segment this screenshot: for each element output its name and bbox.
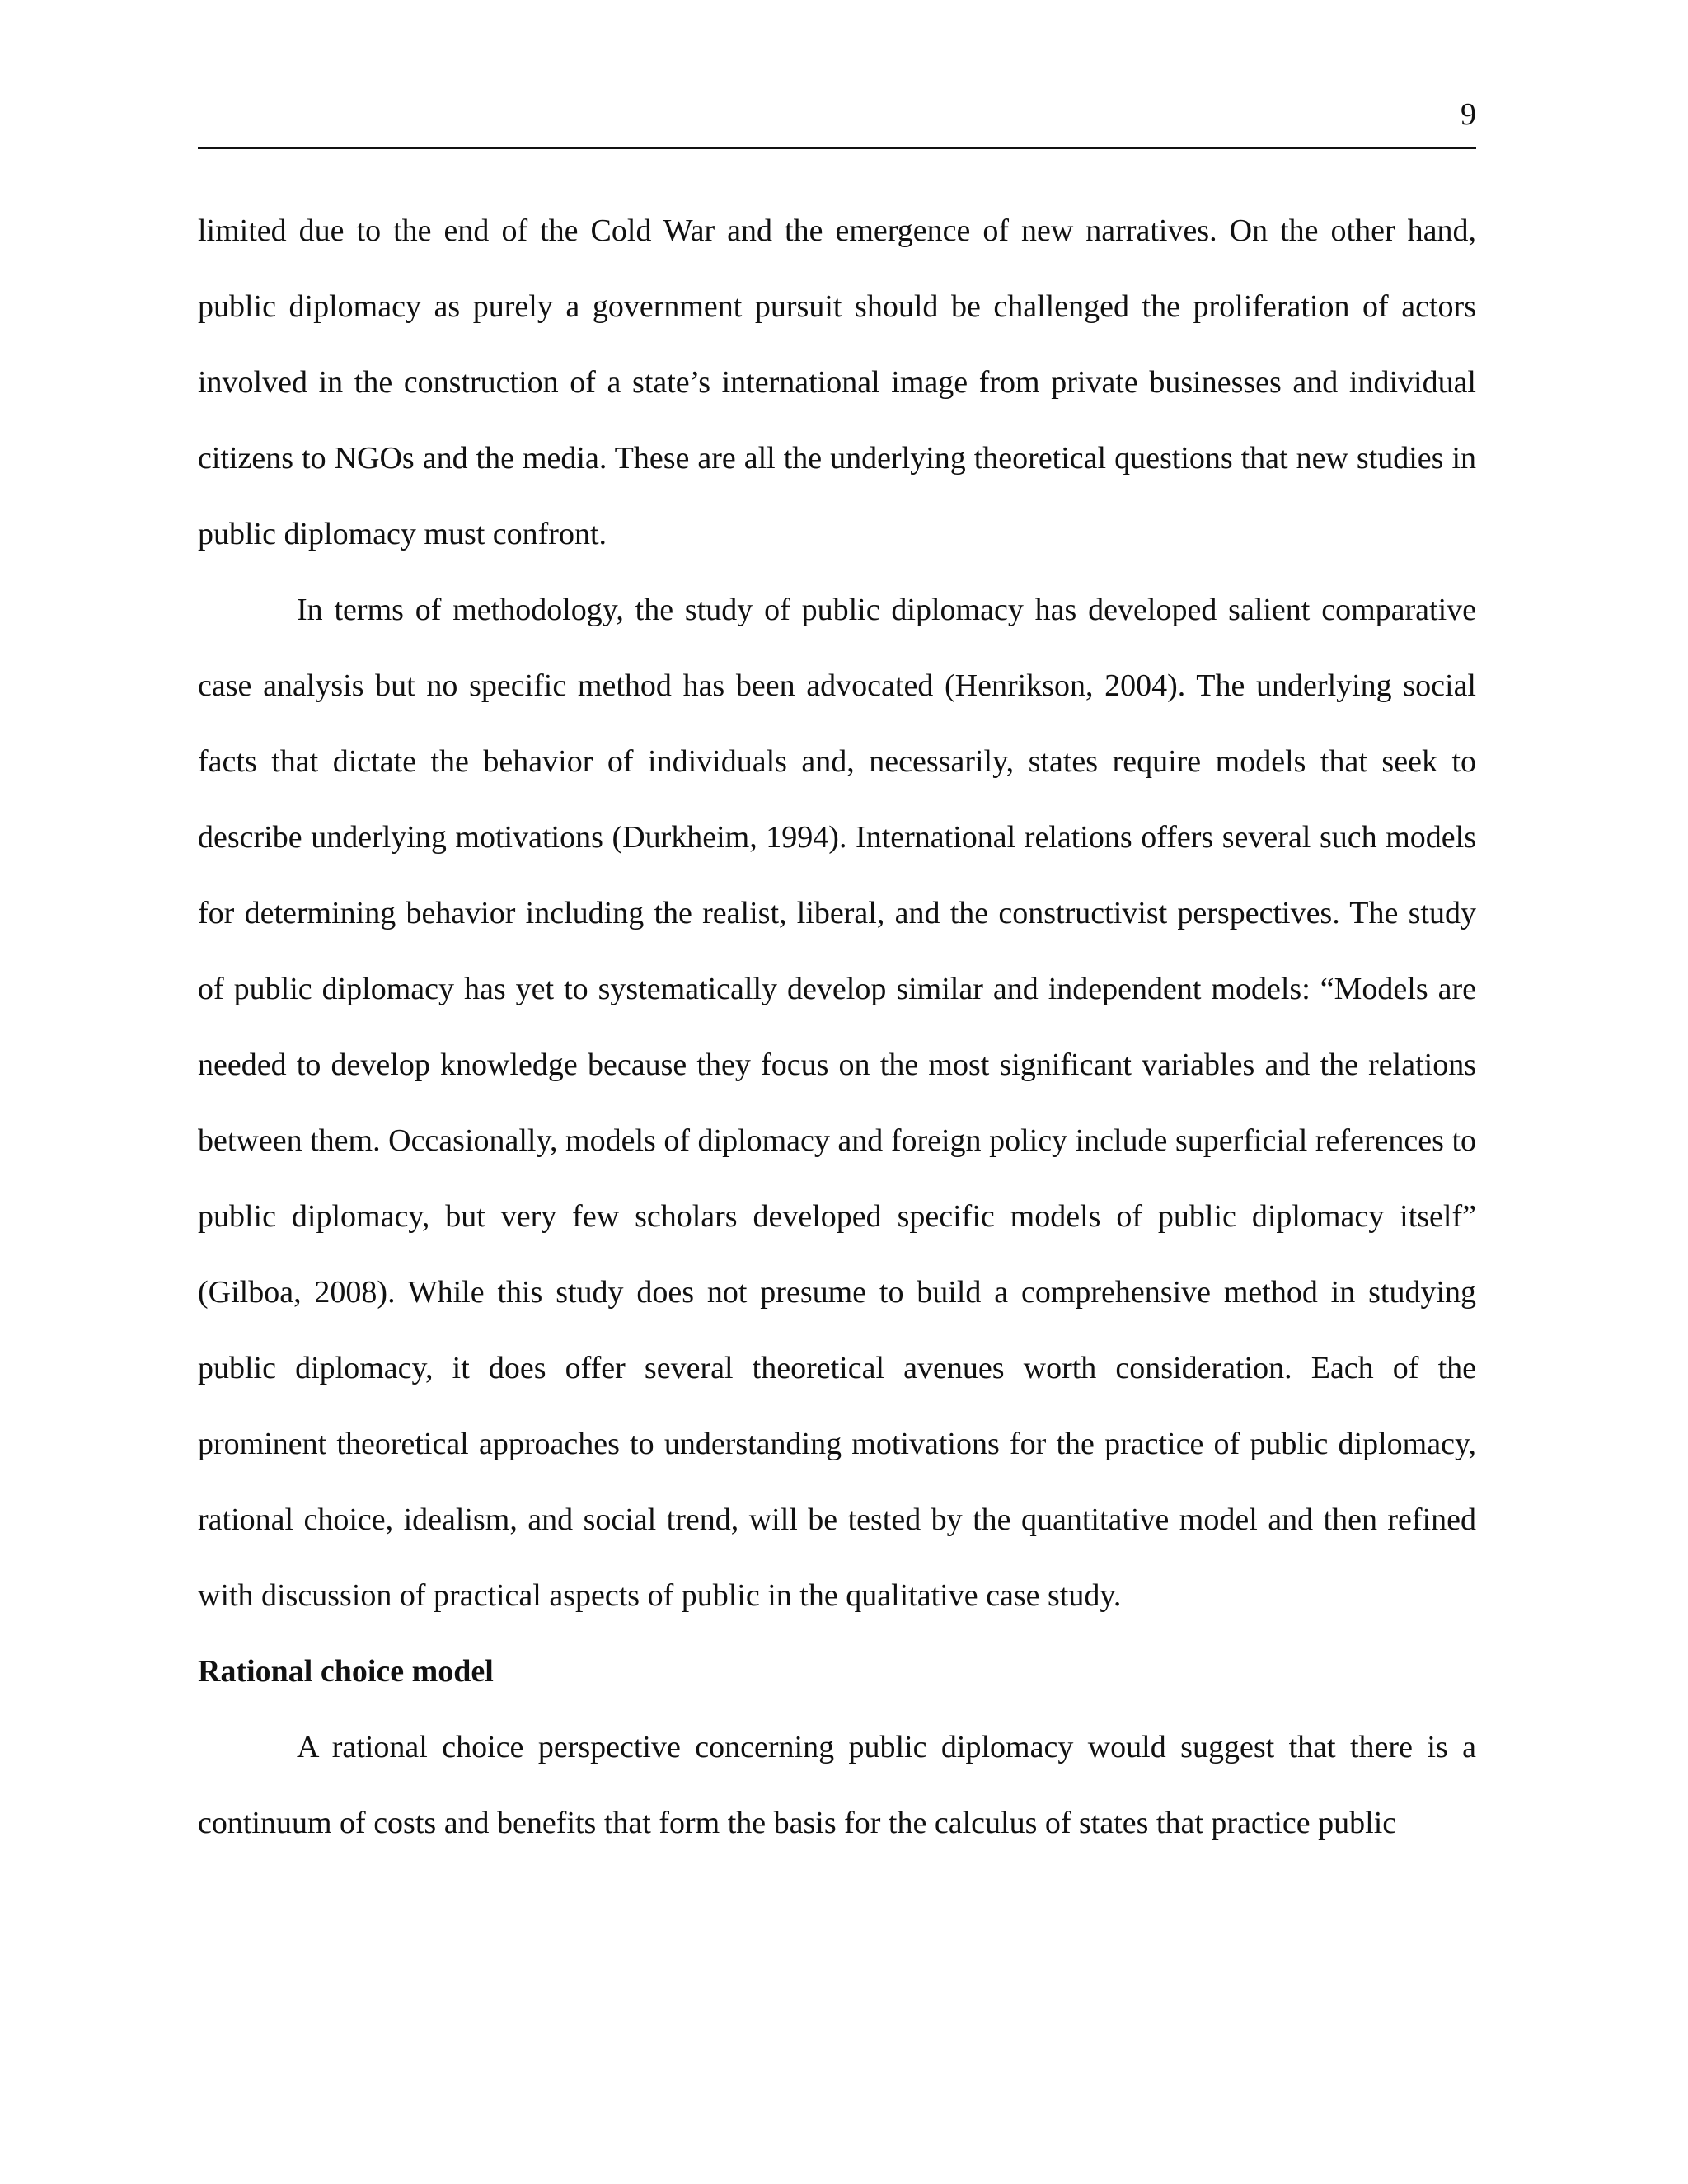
header-rule [198, 147, 1476, 149]
paragraph-continuation: limited due to the end of the Cold War and the emergence of new narratives. On the other hand, public diplomacy as purely a government pursuit should be challenged the proliferation of actors involved in the construction of a state’s international image from private businesses and individual citizens to NGOs and the media. These are all the underlying theoretical questions that new studies in public diplomacy must confront. [198, 213, 1476, 551]
paragraph-methodology: In terms of methodology, the study of public diplomacy has developed salient comparative case analysis but no specific method has been advocated (Henrikson, 2004). The underlying social facts that dictate the behavior of individuals and, necessarily, states require models that seek to describe underlying motivations (Durkheim, 1994). International relations offers several such models for determining behavior including the realist, liberal, and the constructivist perspectives. The study of public diplomacy has yet to systematically develop similar and independent models: “Models are needed to develop knowledge because they focus on the most significant variables and the relations between them. Occasionally, models of diplomacy and foreign policy include superficial references to public diplomacy, but very few scholars developed specific models of public diplomacy itself” (Gilboa, 2008). While this study does not presume to build a comprehensive method in studying public diplomacy, it does offer several theoretical avenues worth consideration. Each of the prominent theoretical approaches to understanding motivations for the practice of public diplomacy, rational choice, idealism, and social trend, will be tested by the quantitative model and then refined with discussion of practical aspects of public in the qualitative case study. [198, 593, 1476, 1613]
paragraph-rational-choice: A rational choice perspective concerning public diplomacy would suggest that there is a continuum of costs and benefits that form the basis for the calculus of states that practice public [198, 1730, 1476, 1840]
body-text [198, 193, 1476, 1861]
page-number: 9 [1461, 97, 1476, 132]
section-heading: Rational choice model [198, 1654, 494, 1689]
